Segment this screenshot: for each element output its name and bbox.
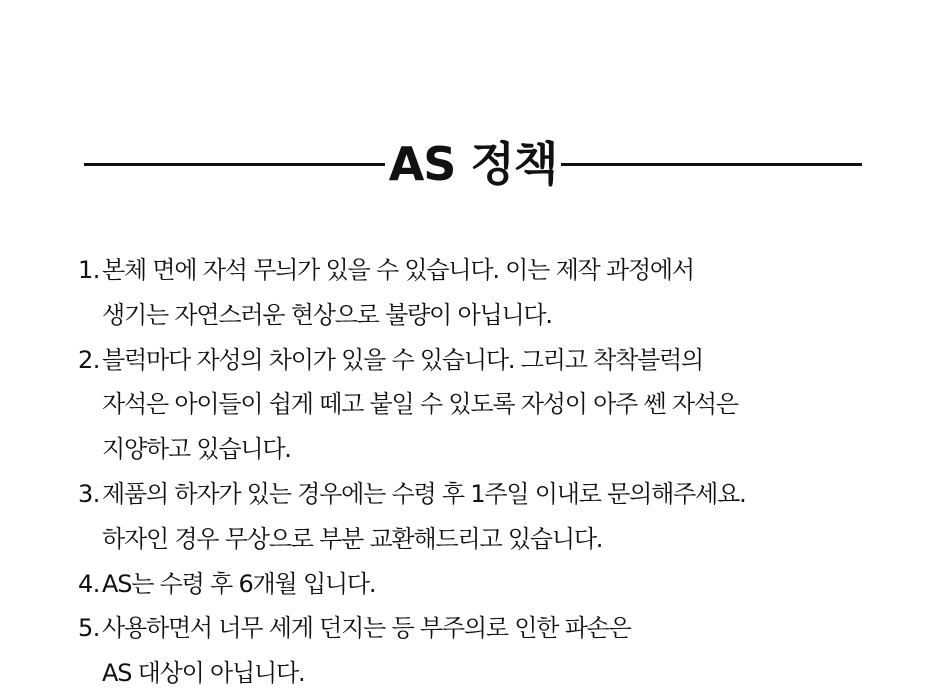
title-row [84,128,862,200]
policy-item-text [102,248,878,338]
policy-item-3 [78,472,878,562]
policy-item-5 [78,606,878,696]
policy-item-text [102,562,878,607]
page-title: AS 정책 [388,137,558,191]
policy-text-line: 본체 면에 자석 무늬가 있을 수 있습니다. 이는 제작 과정에서 [102,256,694,284]
policy-item-text [102,338,878,472]
policy-item-number: 3. [78,479,100,508]
policy-item-number: 5. [78,614,100,643]
policy-item-2 [78,338,878,472]
policy-text-line: 지양하고 있습니다. [102,435,291,464]
policy-text-line: 하자인 경우 무상으로 부분 교환해드리고 있습니다. [102,524,603,553]
policy-text-line: AS 대상이 아닙니다. [102,659,305,688]
policy-text-line: 블럭마다 자성의 차이가 있을 수 있습니다. 그리고 착착블럭의 [102,345,704,374]
policy-text-line: 제품의 하자가 있는 경우에는 수령 후 1주일 이내로 문의해주세요. [102,479,746,508]
policy-item-4 [78,562,878,607]
policy-text-line: 자석은 아이들이 쉽게 떼고 붙일 수 있도록 자성이 아주 쎈 자석은 [102,390,738,419]
policy-item-1 [78,248,878,338]
policy-text-line: 생기는 자연스러운 현상으로 불량이 아닙니다. [102,300,552,329]
policy-item-text [102,606,878,696]
policy-item-number: 2. [78,345,100,374]
policy-item-text [102,472,878,562]
title-rule-left [84,163,385,166]
policy-item-number: 1. [78,256,100,284]
policy-item-number: 4. [78,569,100,598]
policy-text-line: 사용하면서 너무 세게 던지는 등 부주의로 인한 파손은 [102,614,631,643]
policy-text-line: AS는 수령 후 6개월 입니다. [102,569,376,598]
policy-list [78,248,878,696]
title-rule-right [561,163,862,166]
